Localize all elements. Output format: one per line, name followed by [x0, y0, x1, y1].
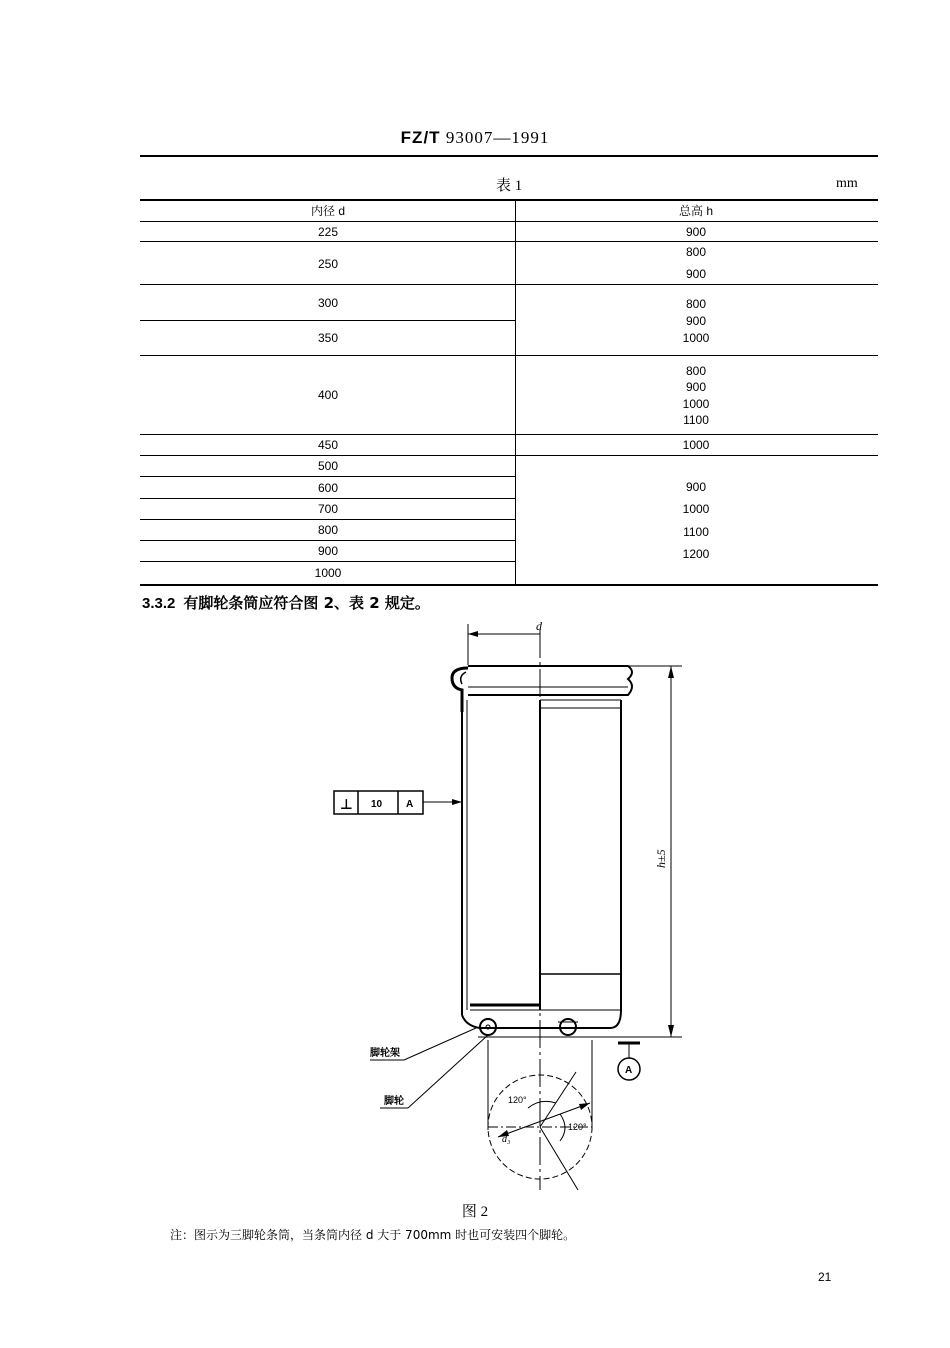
pcd-ray-2 [540, 1127, 578, 1190]
datum-label: A [625, 1065, 633, 1076]
label-caster: 脚轮 [384, 1096, 404, 1107]
figure-caption: 图 2 [461, 1204, 489, 1220]
table-cell-h: 900 [685, 314, 707, 328]
table-cell-h: 900 [685, 267, 707, 281]
tolerance-symbol: ⊥ [340, 797, 353, 813]
clause-number: 3.3.2 [142, 595, 176, 612]
dim-h-label: h±5 [654, 849, 668, 868]
table-cell-h: 800 [685, 364, 707, 378]
table-cell-h: 1100 [683, 525, 709, 539]
table-cell-h: 900 [685, 480, 707, 494]
rim-hook-left [452, 668, 468, 712]
standard-prefix: FZ/T [400, 128, 441, 147]
figure-note: 注：图示为三脚轮条筒，当条筒内径 d 大于 700mm 时也可安装四个脚轮。 [170, 1228, 576, 1242]
clause-text: 有脚轮条筒应符合图 2、表 2 规定。 [183, 594, 430, 612]
table-cell-h: 1000 [682, 502, 710, 516]
table-unit: mm [836, 176, 858, 191]
table-cell-d: 225 [317, 225, 339, 239]
tolerance-leader-arrow [452, 799, 462, 805]
angle-arc-1 [528, 1101, 556, 1108]
table-cell-d: 400 [317, 388, 339, 402]
table-cell-h: 800 [685, 297, 707, 311]
top-rim [468, 666, 632, 695]
column-header-inner-diameter: 内径 d [310, 204, 345, 218]
table-cell-d: 700 [317, 502, 339, 516]
table-cell-d: 1000 [314, 566, 342, 580]
column-header-total-height: 总高 h [678, 204, 713, 218]
leader-caster [408, 1035, 488, 1108]
standard-code: 93007—1991 [445, 128, 550, 147]
label-caster-bracket: 脚轮架 [370, 1048, 400, 1059]
table-cell-d: 800 [317, 523, 339, 537]
table-cell-d: 250 [317, 257, 339, 271]
page-number: 21 [818, 1270, 832, 1284]
table-cell-h: 900 [685, 225, 707, 239]
table-cell-h: 1000 [682, 397, 710, 411]
pcd-ray-1 [540, 1072, 576, 1127]
table-cell-h: 1000 [682, 438, 710, 452]
table-caption: 表 1 [496, 178, 523, 194]
dim-d-arrow [468, 631, 478, 637]
table-cell-h: 1000 [682, 331, 710, 345]
angle-label-2: 120° [568, 1122, 587, 1132]
table-cell-d: 300 [317, 296, 339, 310]
table-cell-d: 450 [317, 438, 339, 452]
angle-label-1: 120° [508, 1095, 527, 1105]
table-cell-h: 800 [685, 245, 707, 259]
dim-d-label: d [536, 619, 542, 633]
table-cell-d: 500 [317, 459, 339, 473]
dim-h-arrow-bottom [668, 1025, 674, 1037]
tolerance-datum: A [406, 799, 414, 810]
table-cell-h: 1100 [683, 413, 709, 427]
rim-hook-inner [461, 672, 466, 684]
table-cell-d: 900 [317, 544, 339, 558]
table-cell-h: 900 [685, 380, 707, 394]
dim-d3-label: d₃ [502, 1134, 511, 1145]
table-cell-h: 1200 [682, 547, 710, 561]
dim-h-arrow-top [668, 666, 674, 678]
tolerance-value: 10 [371, 799, 383, 810]
table-cell-d: 600 [317, 481, 339, 495]
table-cell-d: 350 [317, 331, 339, 345]
